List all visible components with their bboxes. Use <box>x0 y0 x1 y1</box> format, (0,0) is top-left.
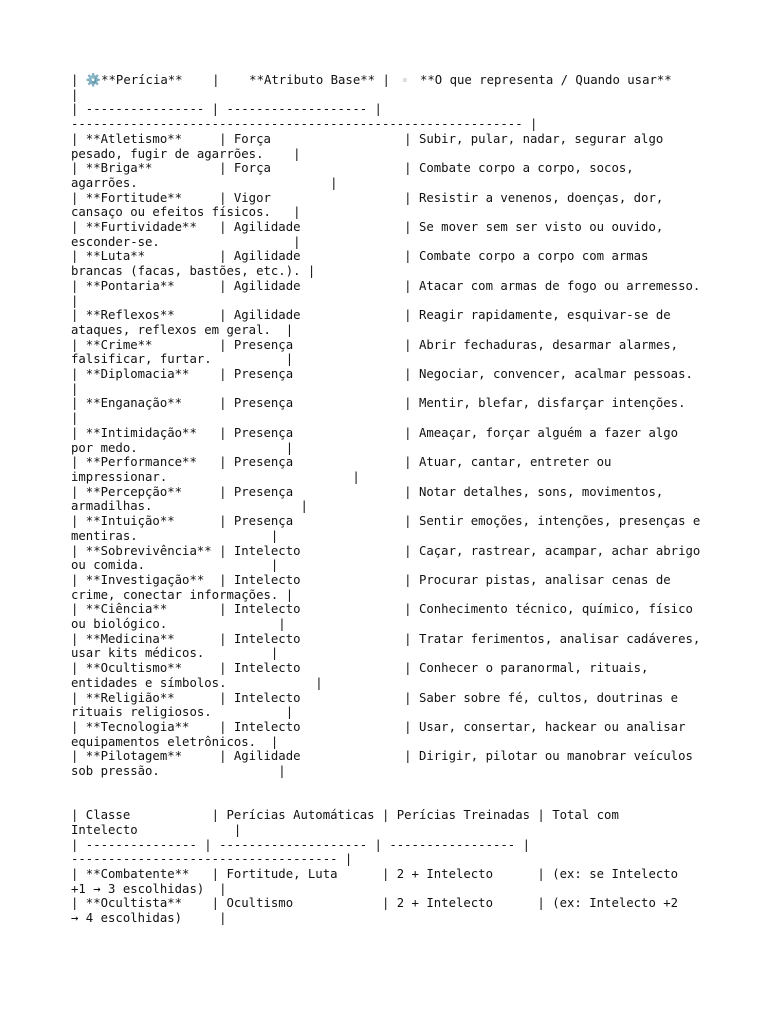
text-line: esconder-se. | <box>71 234 301 249</box>
text-line: ataques, reflexos em geral. | <box>71 322 294 337</box>
text-line: | ⚙️**Perícia** | **Atributo Base** | ▫️ **O que representa / Quando usar** <box>71 73 672 87</box>
text-line: por medo. | <box>71 440 294 455</box>
text-line: crime, conectar informações. | <box>71 587 294 602</box>
text-line: sob pressão. | <box>71 764 286 779</box>
text-line <box>71 779 751 794</box>
text-line: impressionar. | <box>71 469 360 484</box>
text-line: | **Furtividade** | Agilidade | Se mover sem ser visto ou ouvido, <box>71 220 664 235</box>
text-line: | **Briga** | Força | Combate corpo a corpo, socos, <box>71 161 634 176</box>
text-line: agarrões. | <box>71 175 338 190</box>
text-line: | **Ciência** | Intelecto | Conhecimento técnico, químico, físico <box>71 602 693 617</box>
text-line: | **Pontaria** | Agilidade | Atacar com armas de fogo ou arremesso. <box>71 278 701 293</box>
text-line: | <box>71 293 79 308</box>
text-line: ou biológico. | <box>71 617 286 632</box>
text-line: ------------------------------------ | <box>71 852 353 867</box>
text-line: | **Reflexos** | Agilidade | Reagir rapidamente, esquivar-se de <box>71 308 671 323</box>
text-line: | <box>71 87 79 102</box>
text-line: | **Combatente** | Fortitude, Luta | 2 + Intelecto | (ex: se Intelecto <box>71 866 679 881</box>
text-line: | **Percepção** | Presença | Notar detalhes, sons, movimentos, <box>71 484 664 499</box>
text-line: falsificar, furtar. | <box>71 352 294 367</box>
text-line: | **Atletismo** | Força | Subir, pular, nadar, segurar algo <box>71 131 664 146</box>
text-line: | **Tecnologia** | Intelecto | Usar, consertar, hackear ou analisar <box>71 719 686 734</box>
text-line: armadilhas. | <box>71 499 308 514</box>
text-line: | ---------------- | ------------------- | <box>71 102 382 117</box>
text-line: | **Medicina** | Intelecto | Tratar ferimentos, analisar cadáveres, <box>71 631 701 646</box>
text-line: mentiras. | <box>71 528 279 543</box>
text-line: | **Ocultismo** | Intelecto | Conhecer o paranormal, rituais, <box>71 661 649 676</box>
text-line: ------------------------------------------------------------- | <box>71 117 538 132</box>
text-line: Intelecto | <box>71 822 242 837</box>
text-line: entidades e símbolos. | <box>71 675 323 690</box>
text-line: | --------------- | -------------------- | ----------------- | <box>71 837 531 852</box>
text-line: | **Luta** | Agilidade | Combate corpo a corpo com armas <box>71 249 649 264</box>
text-line: | Classe | Perícias Automáticas | Perícias Treinadas | Total com <box>71 808 619 823</box>
text-body <box>71 73 751 926</box>
text-line: | **Fortitude** | Vigor | Resistir a venenos, doenças, dor, <box>71 190 664 205</box>
text-line: → 4 escolhidas) | <box>71 911 227 926</box>
text-line: usar kits médicos. | <box>71 646 279 661</box>
text-line <box>71 793 751 808</box>
text-line: | **Diplomacia** | Presença | Negociar, convencer, acalmar pessoas. <box>71 367 693 382</box>
text-line: | **Intuição** | Presença | Sentir emoções, intenções, presenças e <box>71 514 701 529</box>
text-line: | **Performance** | Presença | Atuar, cantar, entreter ou <box>71 455 612 470</box>
text-line: rituais religiosos. | <box>71 705 294 720</box>
text-line: | **Ocultista** | Ocultismo | 2 + Intelecto | (ex: Intelecto +2 <box>71 896 679 911</box>
text-line: | **Intimidação** | Presença | Ameaçar, forçar alguém a fazer algo <box>71 425 679 440</box>
text-line: cansaço ou efeitos físicos. | <box>71 205 301 220</box>
text-line: ou comida. | <box>71 558 279 573</box>
text-line: +1 → 3 escolhidas) | <box>71 881 227 896</box>
text-line: | <box>71 381 79 396</box>
text-line: | **Pilotagem** | Agilidade | Dirigir, pilotar ou manobrar veículos <box>71 749 693 764</box>
text-line: pesado, fugir de agarrões. | <box>71 146 301 161</box>
text-line: equipamentos eletrônicos. | <box>71 734 279 749</box>
text-line: | **Investigação** | Intelecto | Procurar pistas, analisar cenas de <box>71 572 671 587</box>
text-line: | **Religião** | Intelecto | Saber sobre fé, cultos, doutrinas e <box>71 690 679 705</box>
text-line: | <box>71 411 79 426</box>
text-line: brancas (facas, bastões, etc.). | <box>71 264 316 279</box>
text-line: | **Crime** | Presença | Abrir fechaduras, desarmar alarmes, <box>71 337 679 352</box>
text-line: | **Enganação** | Presença | Mentir, blefar, disfarçar intenções. <box>71 396 686 411</box>
text-line: | **Sobrevivência** | Intelecto | Caçar, rastrear, acampar, achar abrigo <box>71 543 701 558</box>
